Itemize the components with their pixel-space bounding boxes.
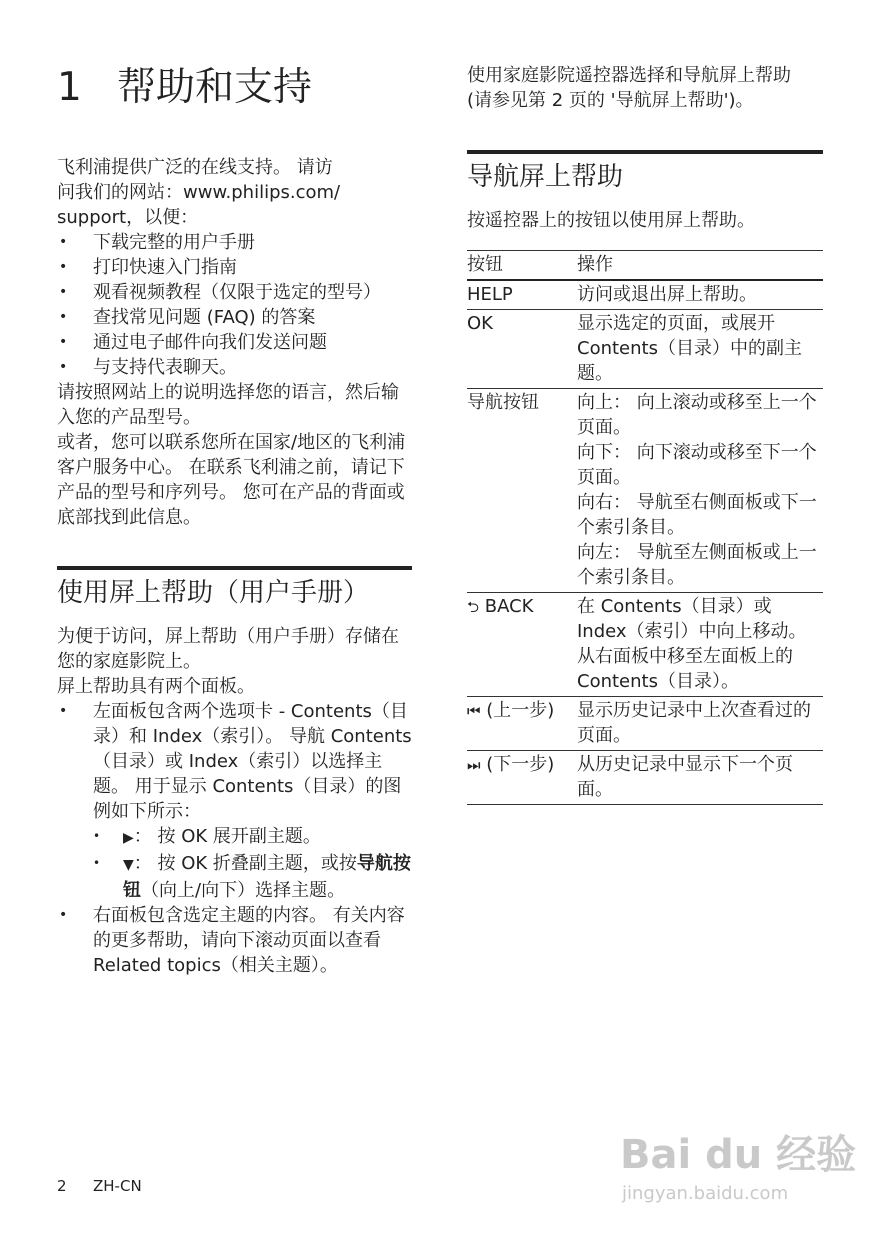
list-item: • 查找常见问题 (FAQ) 的答案	[57, 305, 412, 330]
button-name: 导航按钮	[467, 389, 577, 593]
column-header-action: 操作	[577, 251, 823, 281]
list-item: • 通过电子邮件向我们发送问题	[57, 330, 412, 355]
right-column	[467, 0, 823, 805]
navigate-help-heading: 导航屏上帮助	[467, 150, 823, 194]
button-table	[467, 250, 823, 805]
list-item: • 下载完整的用户手册	[57, 230, 412, 255]
language-paragraph: 请按照网站上的说明选择您的语言，然后输入您的产品型号。	[57, 382, 399, 428]
table-row	[467, 697, 823, 751]
button-name: ⏭ (下一步)	[467, 751, 577, 805]
onscreen-help-heading: 使用屏上帮助（用户手册）	[57, 566, 412, 610]
legend-list	[93, 824, 412, 903]
contact-paragraph: 或者，您可以联系您所在国家/地区的飞利浦客户服务中心。 在联系飞利浦之前，请记下产品的型号和序列号。 您可在产品的背面或底部找到此信息。	[57, 432, 406, 528]
language-code: ZH-CN	[93, 1177, 142, 1195]
support-intro	[57, 155, 412, 530]
button-action: 显示历史记录中上次查看过的页面。	[577, 697, 823, 751]
watermark-brand: Bai du 经验	[620, 1132, 857, 1178]
next-icon: ⏭	[467, 756, 481, 774]
list-item: • 观看视频教程（仅限于选定的型号）	[57, 280, 389, 305]
panel-list	[57, 699, 412, 978]
baidu-watermark	[620, 1125, 857, 1215]
list-item	[57, 699, 412, 903]
chapter-number: 1	[57, 65, 82, 110]
button-action: 在 Contents（目录）或 Index（索引）中向上移动。 从右面板中移至左面板上的 Contents（目录）。	[577, 593, 823, 697]
collapse-triangle-icon: ▼	[123, 857, 134, 873]
left-column	[57, 0, 412, 978]
legend-item-collapse: • ▼： 按 OK 折叠副主题，或按导航按钮（向上/向下）选择主题。	[93, 851, 412, 903]
nav-buttons-term: 导航按钮	[123, 853, 411, 901]
table-row	[467, 593, 823, 697]
expand-triangle-icon: ▶	[123, 830, 134, 846]
button-action: 访问或退出屏上帮助。	[577, 280, 823, 310]
support-list	[57, 230, 412, 380]
legend-item-expand: • ▶： 按 OK 展开副主题。	[93, 824, 412, 851]
intro-line: support，以便：	[57, 207, 199, 228]
list-item: • 与支持代表聊天。	[57, 355, 412, 380]
button-action: 从历史记录中显示下一个页面。	[577, 751, 823, 805]
table-row	[467, 389, 823, 593]
table-header-row	[467, 251, 823, 281]
intro-line: 问我们的网站：www.philips.com/	[57, 182, 341, 203]
navigate-intro: 按遥控器上的按钮以使用屏上帮助。	[467, 210, 755, 231]
left-panel-text: 左面板包含两个选项卡 - Contents（目录）和 Index（索引）。 导航 Contents（目录）或 Index（索引）以选择主题。 用于显示 Contents（目录）的图例如下所示：	[93, 701, 412, 822]
onscreen-panels-para: 屏上帮助具有两个面板。	[57, 676, 255, 697]
button-action: 显示选定的页面，或展开 Contents（目录）中的副主题。	[577, 310, 823, 389]
button-name: HELP	[467, 280, 577, 310]
button-action: 向上： 向上滚动或移至上一个页面。 向下： 向下滚动或移至下一个页面。 向右： 导航至右侧面板或下一个索引条目。 向左： 导航至左侧面板或上一个索引条目。	[577, 389, 823, 593]
intro-line: 飞利浦提供广泛的在线支持。 请访	[57, 157, 333, 178]
remote-intro: 使用家庭影院遥控器选择和导航屏上帮助 (请参见第 2 页的 '导航屏上帮助')。	[467, 65, 791, 111]
column-header-button: 按钮	[467, 251, 577, 281]
watermark-url: jingyan.baidu.com	[622, 1183, 789, 1204]
list-item: • 打印快速入门指南	[57, 255, 412, 280]
list-item: • 右面板包含选定主题的内容。 有关内容的更多帮助，请向下滚动页面以查看 Related topics（相关主题）。	[57, 903, 412, 978]
back-icon: ⮌	[467, 598, 480, 616]
button-name: ⮌ BACK	[467, 593, 577, 697]
button-name: ⏮ (上一步)	[467, 697, 577, 751]
table-row	[467, 751, 823, 805]
button-name: OK	[467, 310, 577, 389]
chapter-title: 帮助和支持	[117, 65, 313, 110]
table-row	[467, 280, 823, 310]
page-number: 2	[57, 1177, 67, 1195]
previous-icon: ⏮	[467, 702, 481, 720]
onscreen-para: 为便于访问，屏上帮助（用户手册）存储在您的家庭影院上。	[57, 626, 399, 672]
table-row	[467, 310, 823, 389]
